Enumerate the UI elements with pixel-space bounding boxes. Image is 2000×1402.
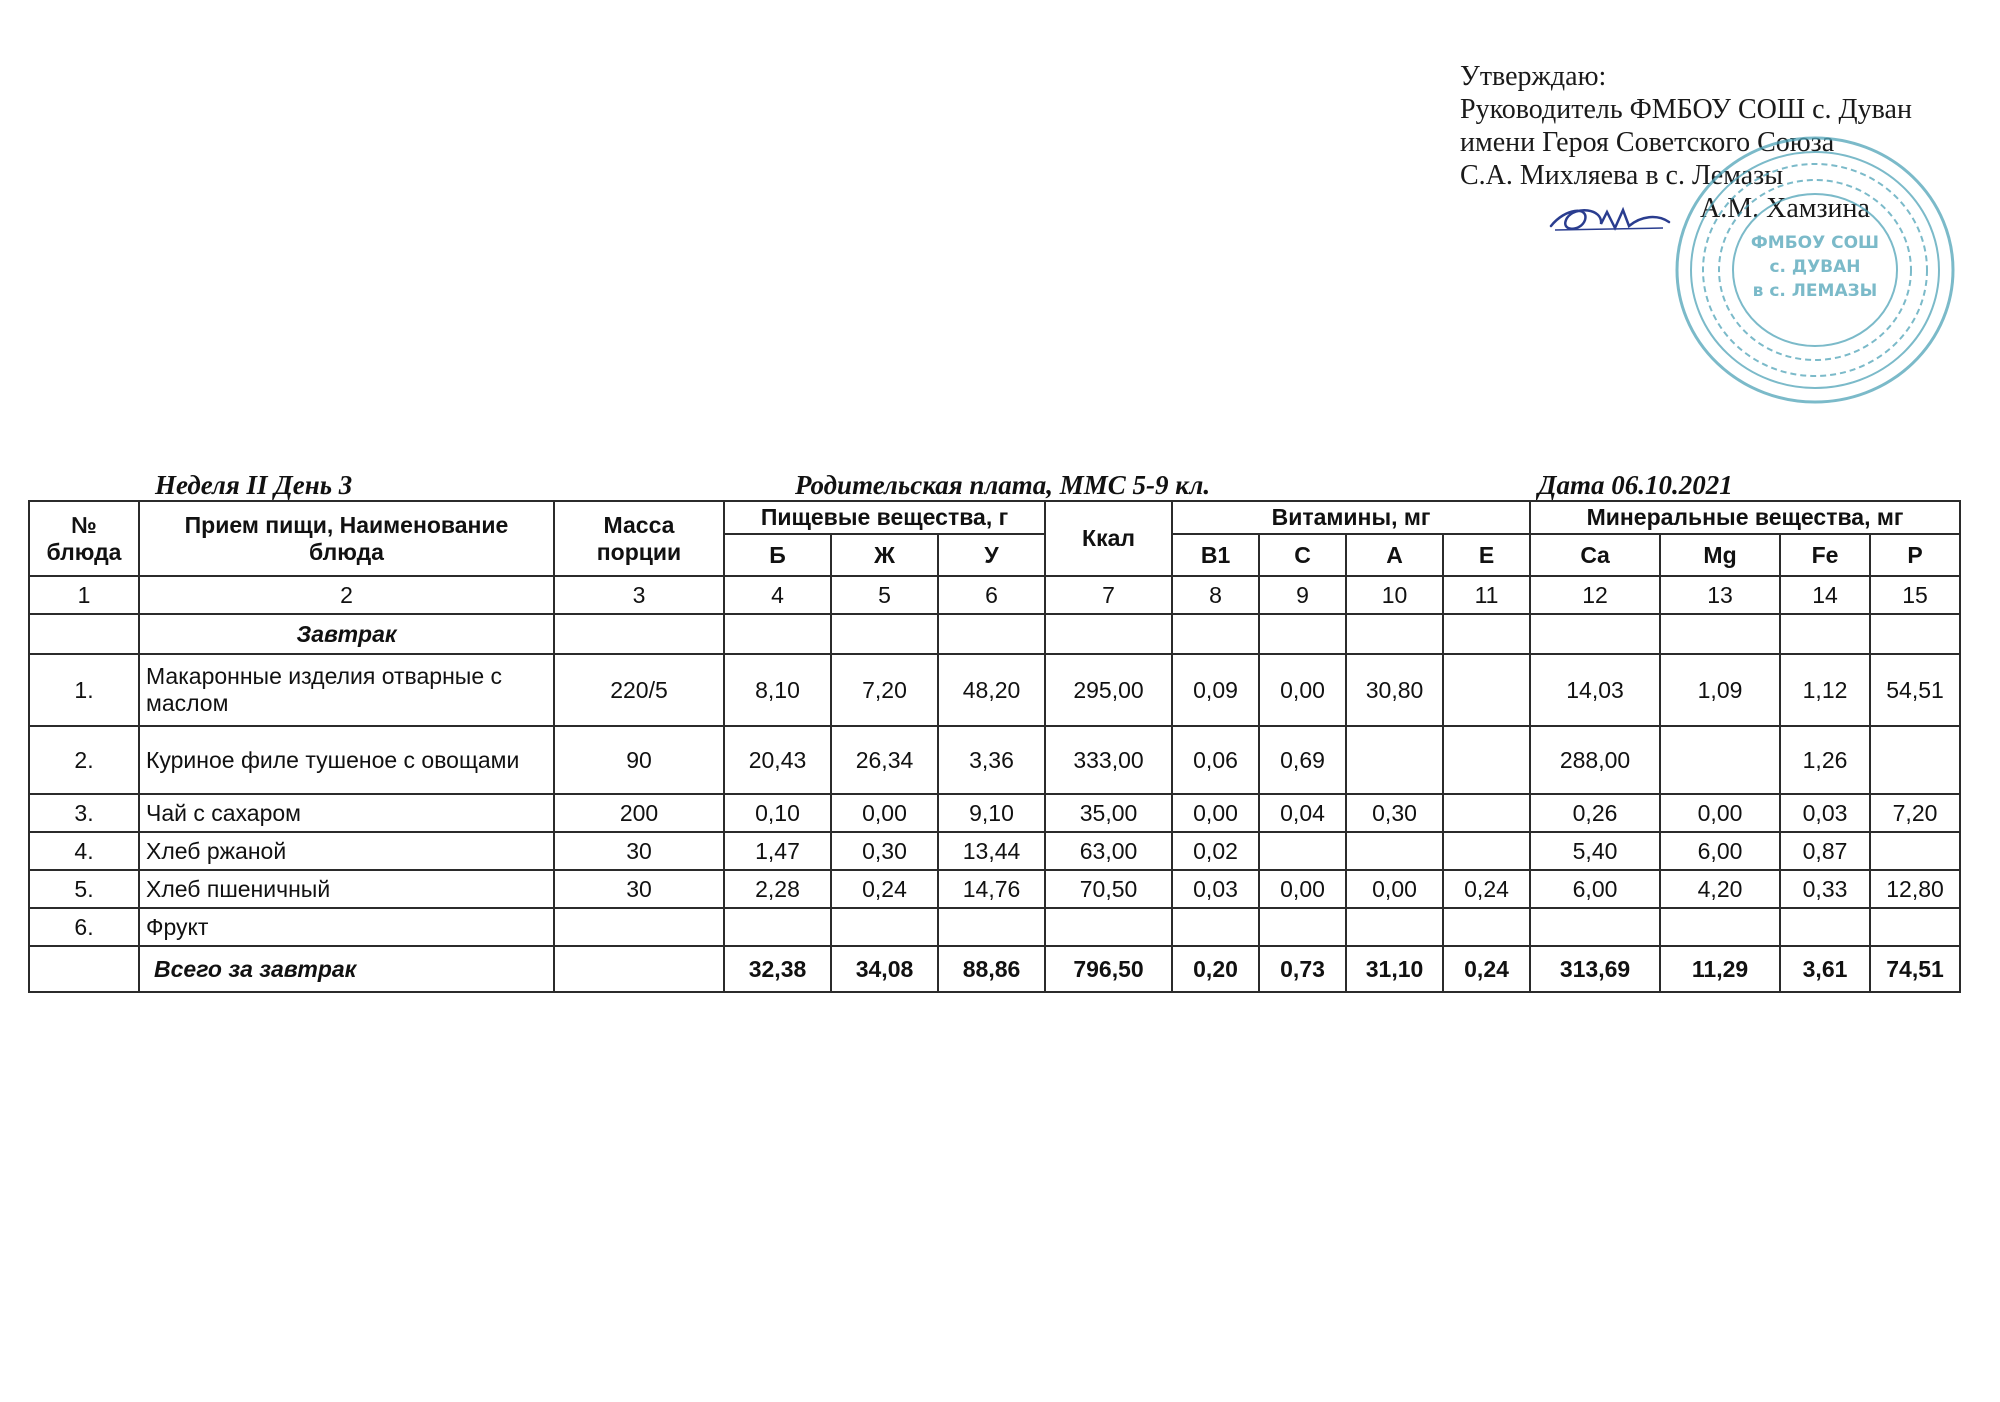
table-cell — [1443, 908, 1530, 946]
meal-title-row — [29, 614, 1960, 654]
table-cell: 2. — [29, 726, 139, 794]
table-cell: 3. — [29, 794, 139, 832]
subheader-cell: Mg — [1660, 534, 1780, 576]
dish-name-cell: Хлеб пшеничный — [139, 870, 554, 908]
header-kcal: Ккал — [1045, 501, 1172, 576]
total-cell: 74,51 — [1870, 946, 1960, 992]
subheader-cell: P — [1870, 534, 1960, 576]
table-cell — [1443, 654, 1530, 726]
column-number-cell: 14 — [1780, 576, 1870, 614]
total-cell: 11,29 — [1660, 946, 1780, 992]
table-cell — [1346, 908, 1443, 946]
week-day-label: Неделя II День 3 — [155, 470, 353, 500]
table-cell — [1660, 726, 1780, 794]
total-cell: 34,08 — [831, 946, 938, 992]
dish-name-cell: Фрукт — [139, 908, 554, 946]
column-number-cell: 3 — [554, 576, 724, 614]
total-cell: 32,38 — [724, 946, 831, 992]
header-no: № блюда — [29, 501, 139, 576]
table-cell — [554, 908, 724, 946]
table-cell: 5,40 — [1530, 832, 1660, 870]
table-cell — [1346, 726, 1443, 794]
column-number-cell: 8 — [1172, 576, 1259, 614]
total-cell: 0,73 — [1259, 946, 1346, 992]
table-cell — [1443, 832, 1530, 870]
table-cell: 4. — [29, 832, 139, 870]
total-cell: 3,61 — [1780, 946, 1870, 992]
table-cell: 0,87 — [1780, 832, 1870, 870]
table-cell: 0,33 — [1780, 870, 1870, 908]
subheader-cell: Б — [724, 534, 831, 576]
subheader-cell: E — [1443, 534, 1530, 576]
column-number-cell: 15 — [1870, 576, 1960, 614]
table-cell: 13,44 — [938, 832, 1045, 870]
table-cell: 4,20 — [1660, 870, 1780, 908]
table-cell: 2,28 — [724, 870, 831, 908]
table-cell: 0,00 — [1259, 870, 1346, 908]
table-cell: 6,00 — [1660, 832, 1780, 870]
stamp-line: в с. ЛЕМАЗЫ — [1752, 281, 1878, 301]
table-cell: 1,12 — [1780, 654, 1870, 726]
table-cell: 54,51 — [1870, 654, 1960, 726]
column-number-cell: 10 — [1346, 576, 1443, 614]
table-cell: 0,10 — [724, 794, 831, 832]
column-number-cell: 1 — [29, 576, 139, 614]
table-row — [29, 908, 1960, 946]
table-cell: 295,00 — [1045, 654, 1172, 726]
header-nutrients: Пищевые вещества, г — [724, 501, 1045, 534]
total-title: Всего за завтрак — [139, 946, 554, 992]
table-cell: 0,24 — [831, 870, 938, 908]
table-cell — [1443, 794, 1530, 832]
table-cell: 220/5 — [554, 654, 724, 726]
subheader-cell: Ж — [831, 534, 938, 576]
total-cell: 0,20 — [1172, 946, 1259, 992]
table-cell: 0,26 — [1530, 794, 1660, 832]
total-cell: 0,24 — [1443, 946, 1530, 992]
date-label: Дата 06.10.2021 — [1538, 470, 1733, 500]
approval-signer: А.М. Хамзина — [1700, 193, 1870, 224]
approval-line: имени Героя Советского Союза — [1460, 127, 1835, 158]
table-cell — [938, 908, 1045, 946]
column-number-cell: 2 — [139, 576, 554, 614]
table-cell: 0,00 — [1660, 794, 1780, 832]
header-meal-name: Прием пищи, Наименование блюда — [139, 501, 554, 576]
header-minerals: Минеральные вещества, мг — [1530, 501, 1960, 534]
table-cell: 63,00 — [1045, 832, 1172, 870]
table-cell — [724, 908, 831, 946]
dish-name-cell: Макаронные изделия отварные с маслом — [139, 654, 554, 726]
table-cell — [1259, 908, 1346, 946]
column-number-cell: 6 — [938, 576, 1045, 614]
table-cell: 14,76 — [938, 870, 1045, 908]
table-cell: 0,30 — [831, 832, 938, 870]
table-cell: 30,80 — [1346, 654, 1443, 726]
table-cell: 7,20 — [831, 654, 938, 726]
dish-name-cell: Хлеб ржаной — [139, 832, 554, 870]
table-cell: 6. — [29, 908, 139, 946]
table-cell: 70,50 — [1045, 870, 1172, 908]
table-cell: 26,34 — [831, 726, 938, 794]
subheader-cell: C — [1259, 534, 1346, 576]
table-cell — [1780, 908, 1870, 946]
table-cell: 1,09 — [1660, 654, 1780, 726]
table-cell: 1. — [29, 654, 139, 726]
column-number-cell: 4 — [724, 576, 831, 614]
dish-name-cell: Куриное филе тушеное с овощами — [139, 726, 554, 794]
header-vitamins: Витамины, мг — [1172, 501, 1530, 534]
total-row — [29, 946, 1960, 992]
subheader-cell: Fe — [1780, 534, 1870, 576]
column-number-cell: 7 — [1045, 576, 1172, 614]
total-cell: 313,69 — [1530, 946, 1660, 992]
table-cell: 0,04 — [1259, 794, 1346, 832]
table-row — [29, 832, 1960, 870]
table-cell: 1,26 — [1780, 726, 1870, 794]
table-cell — [1443, 726, 1530, 794]
table-cell: 48,20 — [938, 654, 1045, 726]
table-cell: 20,43 — [724, 726, 831, 794]
table-cell: 0,69 — [1259, 726, 1346, 794]
table-row — [29, 654, 1960, 726]
table-cell — [1660, 908, 1780, 946]
table-cell: 3,36 — [938, 726, 1045, 794]
table-cell: 1,47 — [724, 832, 831, 870]
table-row — [29, 794, 1960, 832]
subheader-cell: У — [938, 534, 1045, 576]
table-cell: 9,10 — [938, 794, 1045, 832]
total-cell — [554, 946, 724, 992]
table-row — [29, 726, 1960, 794]
table-cell: 0,00 — [1172, 794, 1259, 832]
total-cell: 31,10 — [1346, 946, 1443, 992]
subheader-cell: Ca — [1530, 534, 1660, 576]
table-cell — [1870, 726, 1960, 794]
total-cell: 88,86 — [938, 946, 1045, 992]
column-number-cell: 13 — [1660, 576, 1780, 614]
table-cell: 0,09 — [1172, 654, 1259, 726]
subheader-cell: A — [1346, 534, 1443, 576]
table-cell: 0,30 — [1346, 794, 1443, 832]
stamp-line: ФМБОУ СОШ — [1750, 233, 1880, 253]
table-cell: 200 — [554, 794, 724, 832]
column-number-cell: 9 — [1259, 576, 1346, 614]
header-mass: Масса порции — [554, 501, 724, 576]
table-cell: 0,00 — [1259, 654, 1346, 726]
table-cell: 0,03 — [1172, 870, 1259, 908]
total-cell: 796,50 — [1045, 946, 1172, 992]
table-cell — [1870, 832, 1960, 870]
column-number-row — [29, 576, 1960, 614]
table-cell: 0,00 — [1346, 870, 1443, 908]
subheader-cell: В1 — [1172, 534, 1259, 576]
dish-name-cell: Чай с сахаром — [139, 794, 554, 832]
table-cell — [1530, 908, 1660, 946]
signature-icon — [1545, 202, 1675, 238]
table-cell: 5. — [29, 870, 139, 908]
table-cell: 8,10 — [724, 654, 831, 726]
table-cell: 30 — [554, 832, 724, 870]
column-number-cell: 12 — [1530, 576, 1660, 614]
table-cell: 30 — [554, 870, 724, 908]
approval-line: Руководитель ФМБОУ СОШ с. Дуван — [1460, 94, 1912, 125]
table-cell: 90 — [554, 726, 724, 794]
column-number-cell: 5 — [831, 576, 938, 614]
table-cell: 333,00 — [1045, 726, 1172, 794]
table-cell — [1172, 908, 1259, 946]
table-cell: 0,00 — [831, 794, 938, 832]
approval-line: С.А. Михляева в с. Лемазы — [1460, 160, 1784, 191]
stamp-line: с. ДУВАН — [1769, 257, 1861, 277]
table-cell: 288,00 — [1530, 726, 1660, 794]
table-cell: 0,02 — [1172, 832, 1259, 870]
table-cell: 0,06 — [1172, 726, 1259, 794]
table-cell: 12,80 — [1870, 870, 1960, 908]
table-cell — [1259, 832, 1346, 870]
table-cell — [1346, 832, 1443, 870]
table-row — [29, 870, 1960, 908]
table-cell — [1870, 908, 1960, 946]
table-cell: 0,03 — [1780, 794, 1870, 832]
table-cell: 14,03 — [1530, 654, 1660, 726]
total-cell — [29, 946, 139, 992]
approval-line: Утверждаю: — [1460, 61, 1607, 92]
stamp-seal — [1670, 130, 1960, 410]
table-cell — [1045, 908, 1172, 946]
column-number-cell: 11 — [1443, 576, 1530, 614]
table-cell: 35,00 — [1045, 794, 1172, 832]
meal-title: Завтрак — [139, 614, 554, 654]
table-cell — [831, 908, 938, 946]
payment-label: Родительская плата, ММС 5-9 кл. — [795, 470, 1211, 500]
table-cell: 7,20 — [1870, 794, 1960, 832]
menu-table — [28, 500, 1961, 993]
table-cell: 0,24 — [1443, 870, 1530, 908]
table-cell: 6,00 — [1530, 870, 1660, 908]
